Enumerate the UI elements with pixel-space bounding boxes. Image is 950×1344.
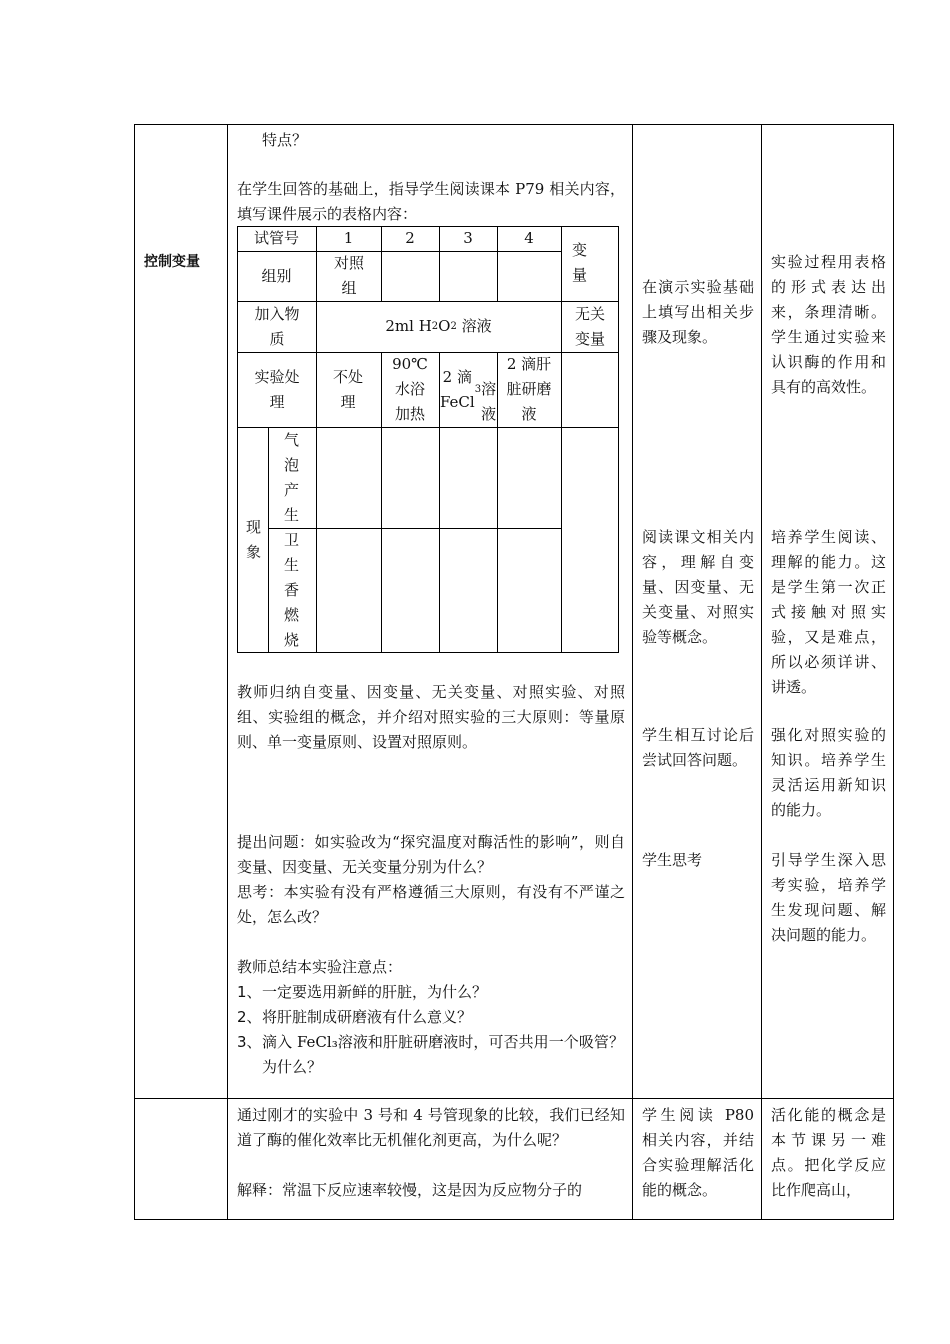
- col-divider-2: [632, 124, 633, 1220]
- intent-i1: 实验过程用表格的形式表达出来，条理清晰。学生通过实验来认识酶的作用和具有的高效性。: [771, 253, 886, 396]
- teacher-p4: 思考：本实验有没有严格遵循三大原则，有没有不严谨之处，怎么改？: [237, 883, 625, 926]
- inner-hline: [268, 528, 562, 529]
- teacher-p5: 教师总结本实验注意点：: [237, 958, 403, 976]
- inner-vline: [381, 352, 382, 653]
- group-header: 组别: [261, 266, 292, 285]
- list-item: 将肝脏制成研磨液有什么意义？: [262, 1008, 473, 1026]
- inner-vline: [268, 427, 269, 653]
- phenomenon-bubbles: 气泡产生: [283, 431, 299, 524]
- inner-vline: [561, 226, 562, 653]
- phenomenon-header: 现象: [245, 518, 261, 561]
- treatment-cell: 不处理: [332, 367, 363, 411]
- student-s3: 学生相互讨论后尝试回答问题。: [642, 726, 754, 769]
- variable-header: 变量: [571, 241, 587, 284]
- list-num: 2、: [237, 1008, 262, 1026]
- student-s4: 学生思考: [642, 851, 703, 869]
- student-s1: 在演示实验基础上填写出相关步骤及现象。: [642, 278, 754, 346]
- list-item: 滴入 FeCl₃溶液和肝脏研磨液时，可否共用一个吸管？为什么？: [262, 1033, 624, 1076]
- tube-header: 试管号: [253, 229, 299, 247]
- teacher-p0: 特点？: [262, 131, 308, 149]
- col-divider-3: [761, 124, 762, 1220]
- list-num: 1、: [237, 983, 262, 1001]
- inner-vline: [497, 352, 498, 653]
- phenomenon-incense: 卫生香燃烧: [283, 531, 299, 649]
- treatment-cell: 90℃水浴加热: [392, 355, 428, 423]
- control-group-cell: 对照组: [333, 254, 364, 297]
- added-header: 加入物质: [254, 304, 300, 348]
- added-value: 2ml H 2 O 2 溶液: [385, 317, 492, 335]
- intent-i3: 强化对照实验的知识。培养学生灵活运用新知识的能力。: [771, 726, 886, 819]
- treatment-cell: 2 滴 FeCl 3 溶液: [439, 367, 497, 423]
- tube-number: 3: [463, 229, 473, 247]
- inner-vline: [618, 226, 619, 653]
- row2-intent: 活化能的概念是本节课另一难点。把化学反应比作爬高山，: [771, 1106, 886, 1199]
- section-label: 控制变量: [144, 254, 200, 270]
- treatment-cell: 2 滴肝脏研磨液: [506, 355, 552, 423]
- inner-vline: [316, 226, 317, 653]
- treatment-header: 实验处理: [254, 367, 300, 411]
- teacher-p2: 教师归纳自变量、因变量、无关变量、对照实验、对照组、实验组的概念，并介绍对照实验的三大原则：等量原则、单一变量原则、设置对照原则。: [237, 683, 625, 751]
- list-item: 一定要选用新鲜的肝脏，为什么？: [262, 983, 488, 1001]
- tube-number: 4: [524, 229, 534, 247]
- list-num: 3、: [237, 1033, 262, 1051]
- outer-top-border: [134, 124, 894, 125]
- col-divider-1: [227, 124, 228, 1220]
- row2-teacher-2: 解释：常温下反应速率较慢，这是因为反应物分子的: [237, 1181, 583, 1199]
- teacher-p1: 在学生回答的基础上，指导学生阅读课本 P79 相关内容，填写课件展示的表格内容：: [237, 180, 625, 223]
- row2-teacher: 通过刚才的实验中 3 号和 4 号管现象的比较，我们已经知道了酶的催化效率比无机催化剂更高，为什么呢？: [237, 1106, 625, 1149]
- row-divider: [134, 1098, 894, 1099]
- teacher-p3: 提出问题：如实验改为“探究温度对酶活性的影响”，则自变量、因变量、无关变量分别为什么？: [237, 833, 625, 876]
- outer-left-border: [134, 124, 135, 1220]
- outer-bottom-border: [134, 1219, 894, 1220]
- student-s2: 阅读课文相关内容，理解自变量、因变量、无关变量、对照实验等概念。: [642, 528, 754, 646]
- row2-student: 学生阅读 P80 相关内容，并结合实验理解活化能的概念。: [642, 1106, 754, 1199]
- outer-right-border: [893, 124, 894, 1220]
- intent-i4: 引导学生深入思考实验，培养学生发现问题、解决问题的能力。: [771, 851, 886, 944]
- tube-number: 2: [405, 229, 415, 247]
- intent-i2: 培养学生阅读、理解的能力。这是学生第一次正式接触对照实验，又是难点，所以必须详讲、讲透。: [771, 528, 886, 696]
- irrelevant-variable: 无关变量: [574, 304, 605, 348]
- tube-number: 1: [343, 229, 354, 247]
